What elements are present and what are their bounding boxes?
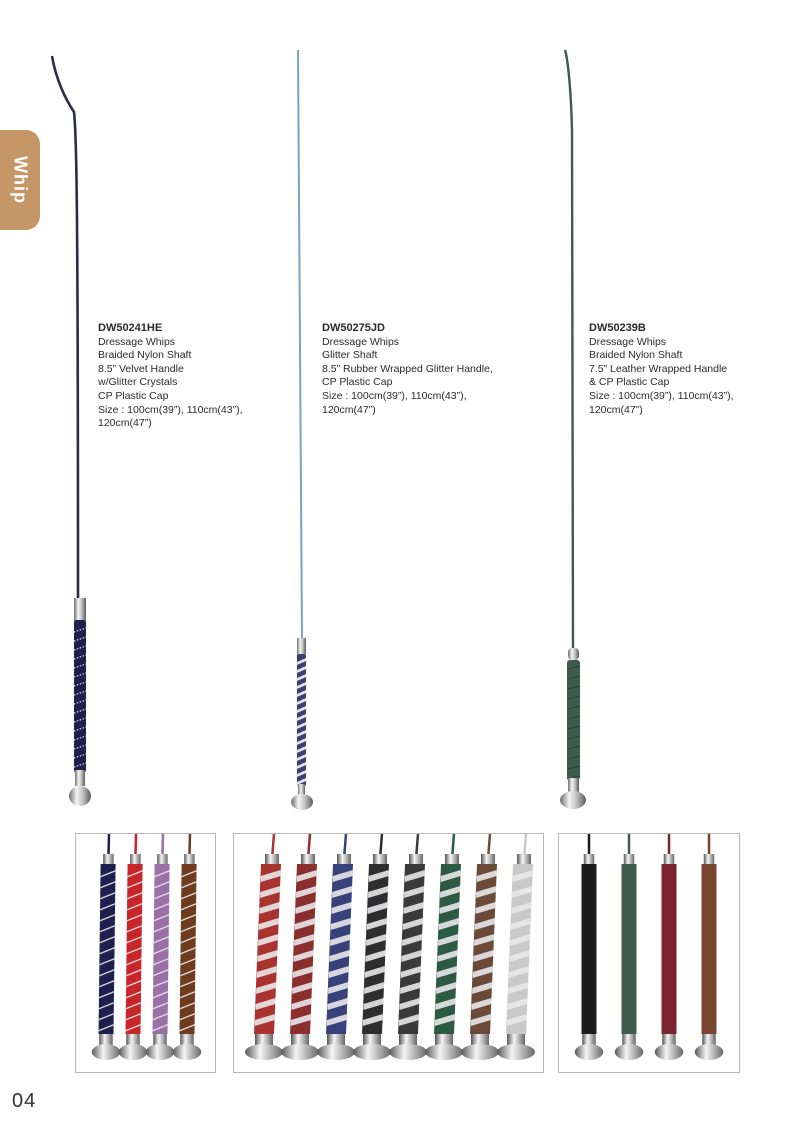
product-code: DW50275JD [322, 322, 385, 334]
handle-sample [173, 834, 202, 1060]
product-description-dw50241he [98, 322, 243, 431]
handle-sample [317, 834, 355, 1060]
photo-velvet-handle-colors [75, 833, 216, 1073]
handle-sample [425, 834, 463, 1060]
whip-shaft [565, 50, 573, 648]
handle-colors-image [76, 834, 215, 1072]
product-line: Size : 100cm(39”), 110cm(43”), [589, 389, 734, 402]
handle-sample [281, 834, 319, 1060]
handle-sample [119, 834, 148, 1060]
handle-sample [353, 834, 391, 1060]
product-line: CP Plastic Cap [98, 389, 169, 402]
product-code: DW50239B [589, 322, 646, 334]
whip-dw50239b [560, 50, 586, 809]
handle-sample [245, 834, 283, 1060]
whip-handle [74, 620, 86, 772]
handle-sample [146, 834, 175, 1060]
whip-cap [560, 791, 586, 809]
whip-ferrule [568, 648, 579, 660]
page-number: 04 [12, 1090, 37, 1112]
product-code: DW50241HE [98, 322, 163, 334]
product-line: Glitter Shaft [322, 349, 378, 362]
photo-rubber-glitter-handle-colors [233, 833, 544, 1073]
handle-sample [615, 834, 644, 1060]
product-line: Dressage Whips [98, 335, 176, 348]
whip-dw50241he [52, 56, 91, 806]
whip-cap [291, 794, 313, 810]
handle-sample [389, 834, 427, 1060]
handle-colors-image [559, 834, 739, 1072]
product-description-dw50275jd [322, 322, 493, 417]
handle-colors-image [234, 834, 543, 1072]
handle-sample [695, 834, 724, 1060]
section-tab-label: Whip [10, 156, 31, 204]
handle-sample [575, 834, 604, 1060]
product-line: Dressage Whips [322, 335, 400, 348]
product-line: 7.5” Leather Wrapped Handle [589, 362, 728, 375]
whip-cap [69, 786, 91, 806]
whip-ferrule [74, 598, 86, 620]
product-line: 120cm(47”) [98, 417, 152, 430]
photo-leather-handle-colors [558, 833, 740, 1073]
whip-shaft [298, 50, 302, 640]
whip-shaft [52, 56, 78, 600]
product-line: & CP Plastic Cap [589, 376, 670, 389]
product-line: 120cm(47”) [589, 403, 643, 416]
handle-sample [497, 834, 535, 1060]
product-description-dw50239b [589, 322, 734, 417]
whip-cap-neck [568, 778, 579, 792]
whip-dw50275jd [291, 50, 313, 810]
product-line: 8.5” Rubber Wrapped Glitter Handle, [322, 362, 493, 375]
product-line: CP Plastic Cap [322, 376, 393, 389]
product-line: 8.5” Velvet Handle [98, 362, 184, 375]
product-line: Dressage Whips [589, 335, 667, 348]
whip-ferrule [297, 638, 306, 654]
whip-cap-neck [75, 770, 85, 786]
product-line: Braided Nylon Shaft [98, 349, 192, 362]
product-line: w/Glitter Crystals [98, 376, 178, 389]
product-line: Size : 100cm(39”), 110cm(43”), [98, 403, 243, 416]
product-line: Braided Nylon Shaft [589, 349, 683, 362]
handle-sample [461, 834, 499, 1060]
product-line: Size : 100cm(39”), 110cm(43”), [322, 389, 467, 402]
product-line: 120cm(47”) [322, 403, 376, 416]
handle-sample [655, 834, 684, 1060]
handle-sample [92, 834, 121, 1060]
